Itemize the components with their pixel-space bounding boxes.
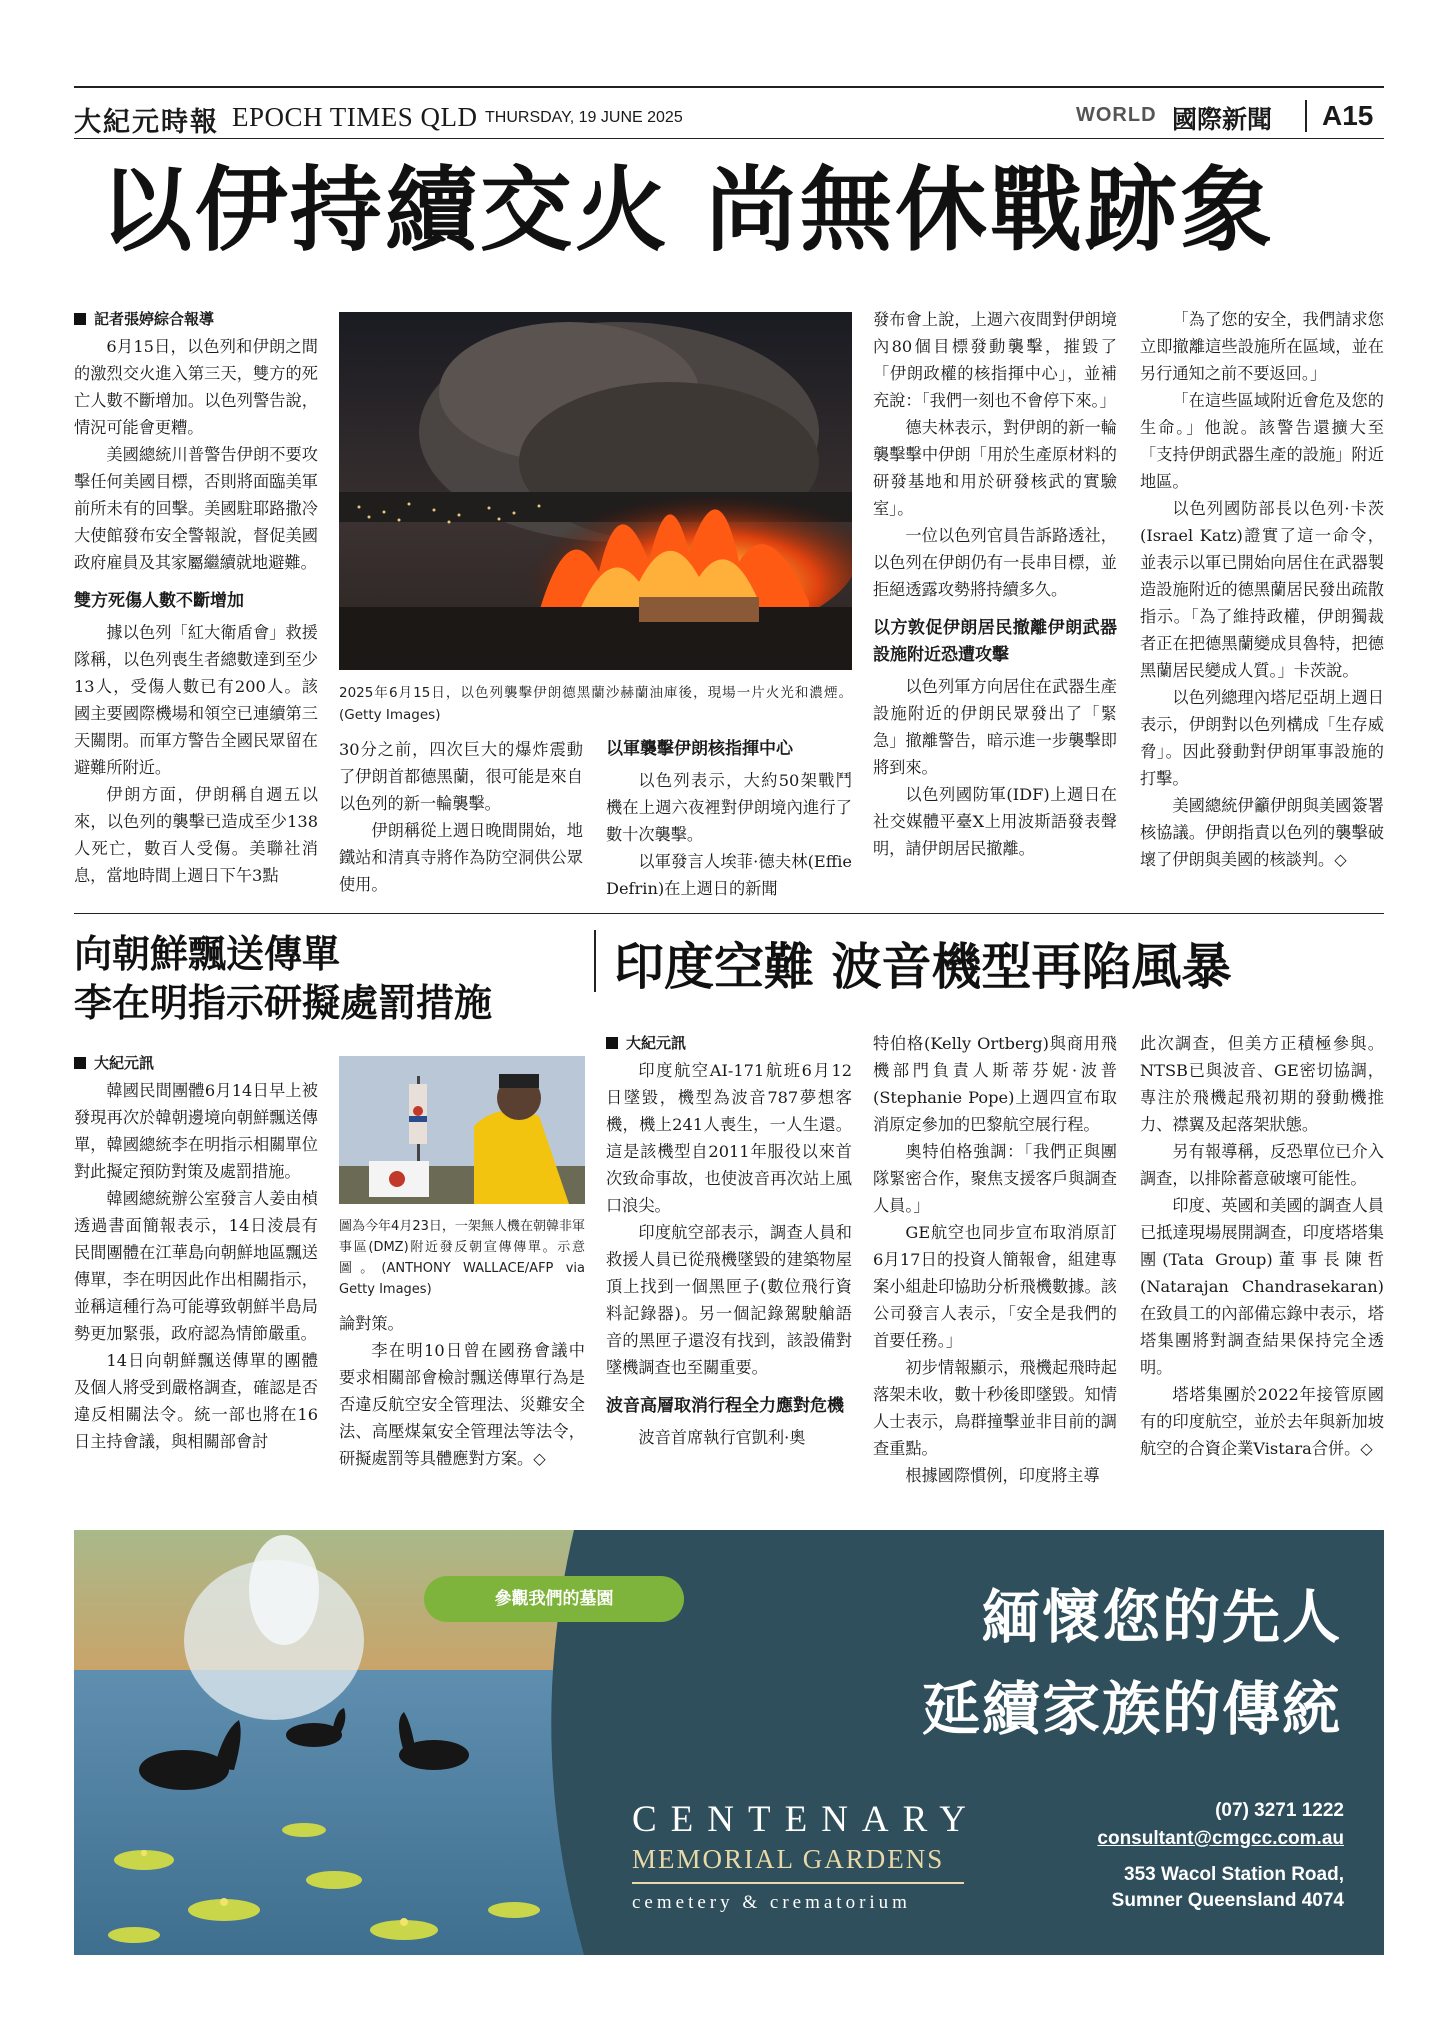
article1-paragraph: 「在這些區域附近會危及您的生命。」他說。該警告還擴大至「支持伊朗武器生產的設施」附近地區。 — [1140, 391, 1384, 491]
leaflets-photo-illustration — [339, 1056, 585, 1204]
ad-address-line2: Sumner Queensland 4074 — [1111, 1890, 1344, 1911]
article3-column-2 — [873, 1030, 1117, 1500]
article1-subhead: 雙方死傷人數不斷增加 — [74, 591, 244, 611]
advertisement-centenary — [74, 1530, 1384, 1955]
byline-square-icon — [74, 1057, 86, 1069]
masthead-date: THURSDAY, 19 JUNE 2025 — [485, 109, 683, 126]
article3-column-1 — [606, 1030, 852, 1500]
ad-brand-rule — [632, 1882, 964, 1884]
article1-column-1 — [74, 306, 318, 896]
article1-paragraph: 以色列國防部長以色列·卡茨(Israel Katz)證實了這一命令，並表示以軍已開始向居住在武器製造設施附近的德黑蘭居民發出疏散指示。「為了維持政權，伊朗獨裁者正在把德黑蘭變成貝魯特，把德黑蘭居民變成人質。」卡茨說。 — [1140, 499, 1384, 680]
article1-paragraph: 發布會上說，上週六夜間對伊朗境內80個目標發動襲擊，摧毀了「伊朗政權的核指揮中心」，並補充說：「我們一刻也不會停下來。」 — [873, 310, 1117, 410]
article2-photo-leaflets — [339, 1056, 585, 1204]
article1-paragraph: 30分之前，四次巨大的爆炸震動了伊朗首都德黑蘭，很可能是來自以色列的新一輪襲擊。 — [339, 740, 583, 813]
masthead-top-rule — [74, 86, 1384, 88]
article2-column-2 — [339, 1310, 585, 1500]
ad-brand-tagline: cemetery & crematorium — [632, 1892, 911, 1913]
article2-headline: 向朝鮮飄送傳單 李在明指示研擬處罰措施 — [74, 932, 493, 1026]
section-label-en: WORLD — [1076, 104, 1157, 126]
article3-paragraph: 印度航空AI-171航班6月12日墜毀，機型為波音787夢想客機，機上241人喪生，一人生還。這是該機型自2011年服役以來首次致命事故，也使波音再次站上風口浪尖。 — [606, 1061, 852, 1215]
article2-paragraph: 李在明10日曾在國務會議中要求相關部會檢討飄送傳單行為是否違反航空安全管理法、災難安全法、高壓煤氣安全管理法等法令，研擬處罰等具體應對方案。◇ — [339, 1341, 585, 1468]
visit-cemetery-button[interactable]: 參觀我們的墓園 — [424, 1576, 684, 1622]
article1-paragraph: 據以色列「紅大衛盾會」救援隊稱，以色列喪生者總數達到至少13人，受傷人數已有200人。該國主要國際機場和領空已連續第三天關閉。而軍方警告全國民眾留在避難所附近。 — [74, 623, 318, 777]
article1-headline: 以伊持續交火 尚無休戰跡象 — [100, 157, 1276, 264]
article1-paragraph: 美國總統伊籲伊朗與美國簽署核協議。伊朗指責以色列的襲擊破壞了伊朗與美國的核談判。◇ — [1140, 796, 1384, 869]
masthead-divider — [1305, 100, 1307, 132]
ad-address-line1: 353 Wacol Station Road, — [1124, 1864, 1344, 1885]
page-number: A15 — [1322, 100, 1374, 131]
article1-paragraph: 以色列總理內塔尼亞胡上週日表示，伊朗對以色列構成「生存威脅」。因此發動對伊朗軍事設施的打擊。 — [1140, 688, 1384, 788]
article1-paragraph: 「為了您的安全，我們請求您立即撤離這些設施所在區域，並在另行通知之前不要返回。」 — [1140, 310, 1384, 383]
article2-paragraph: 韓國總統辦公室發言人姜由楨透過書面簡報表示，14日淩晨有民間團體在江華島向朝鮮地區飄送傳單，李在明因此作出相關指示，並稱這種行為可能導致朝鮮半島局勢更加緊張，政府認為情節嚴重。 — [74, 1189, 318, 1343]
byline-square-icon — [606, 1037, 618, 1049]
ad-phone[interactable]: (07) 3271 1222 — [1215, 1800, 1344, 1821]
article3-paragraph: 印度、英國和美國的調查人員已抵達現場展開調查，印度塔塔集團(Tata Group)董事長陳哲(Natarajan Chandrasekaran)在致員工的內部備忘錄中表示，塔塔集團將對調查結果保持完全透明。 — [1140, 1196, 1384, 1377]
article2-paragraph: 韓國民間團體6月14日早上被發現再次於韓朝邊境向朝鮮飄送傳單，韓國總統李在明指示相關單位對此擬定預防對策及處罰措施。 — [74, 1081, 318, 1181]
article1-subhead: 以軍襲擊伊朗核指揮中心 — [606, 739, 793, 759]
article3-paragraph: 印度航空部表示，調查人員和救援人員已從飛機墜毀的建築物屋頂上找到一個黑匣子(數位飛行資料記錄器)。另一個記錄駕駛艙語音的黑匣子還沒有找到，該設備對墜機調查也至關重要。 — [606, 1223, 852, 1377]
article3-column-3 — [1140, 1030, 1384, 1500]
article3-paragraph: 另有報導稱，反恐單位已介入調查，以排除蓄意破壞可能性。 — [1140, 1142, 1384, 1188]
article3-paragraph: 此次調查，但美方正積極參與。NTSB已與波音、GE密切協調，專注於飛機起飛初期的發動機推力、襟翼及起落架狀態。 — [1140, 1034, 1384, 1134]
article3-byline: 大紀元訊 — [606, 1030, 852, 1057]
article3-paragraph: GE航空也同步宣布取消原訂6月17日的投資人簡報會，組建專案小組赴印協助分析飛機數據。該公司發言人表示，「安全是我們的首要任務。」 — [873, 1223, 1117, 1350]
article1-column-4 — [873, 306, 1117, 896]
article3-subhead: 波音高層取消行程全力應對危機 — [606, 1396, 844, 1416]
ad-tagline-2: 延續家族的傳統 — [921, 1675, 1342, 1743]
article3-paragraph: 塔塔集團於2022年接管原國有的印度航空，並於去年與新加坡航空的合資企業Vistara合併。◇ — [1140, 1385, 1384, 1458]
article3-paragraph: 特伯格(Kelly Ortberg)與商用飛機部門負責人斯蒂芬妮·波普(Stephanie Pope)上週四宣布取消原定參加的巴黎航空展行程。 — [873, 1034, 1117, 1134]
article1-paragraph: 以色列表示，大約50架戰鬥機在上週六夜裡對伊朗境內進行了數十次襲擊。 — [606, 771, 852, 844]
article3-paragraph: 根據國際慣例，印度將主導 — [905, 1466, 1100, 1485]
masthead-logo: 大紀元時報 — [74, 107, 219, 138]
article1-paragraph: 伊朗方面，伊朗稱自週五以來，以色列的襲擊已造成至少138人死亡，數百人受傷。美聯社消息，當地時間上週日下午3點 — [74, 785, 318, 885]
article1-paragraph: 以軍發言人埃菲·德夫林(Effie Defrin)在上週日的新聞 — [606, 852, 852, 896]
article1-paragraph: 伊朗稱從上週日晚間開始，地鐵站和清真寺將作為防空洞供公眾使用。 — [339, 821, 583, 894]
article1-column-3 — [606, 736, 852, 896]
ad-tagline-1: 緬懷您的先人 — [981, 1583, 1342, 1651]
article1-paragraph: 一位以色列官員告訴路透社，以色列在伊朗仍有一長串目標，並拒絕透露攻勢將持續多久。 — [873, 526, 1117, 599]
byline-square-icon — [74, 313, 86, 325]
article1-paragraph: 美國總統川普警告伊朗不要攻擊任何美國目標，否則將面臨美軍前所未有的回擊。美國駐耶路撒冷大使館發布安全警報說，督促美國政府雇員及其家屬繼續就地避難。 — [74, 445, 318, 572]
article1-paragraph: 以色列軍方向居住在武器生產設施附近的伊朗民眾發出了「緊急」撤離警告，暗示進一步襲擊即將到來。 — [873, 677, 1117, 777]
article3-paragraph: 波音首席執行官凱利·奧 — [638, 1428, 806, 1447]
article2-photo-caption: 圖為今年4月23日，一架無人機在朝韓非軍事區(DMZ)附近發反朝宣傳傳單。示意圖。(ANTHONY WALLACE/AFP via Getty Images) — [339, 1219, 585, 1297]
article3-headline: 印度空難 波音機型再陷風暴 — [614, 938, 1232, 996]
article-separator — [74, 913, 1384, 914]
article1-paragraph: 6月15日，以色列和伊朗之間的激烈交火進入第三天，雙方的死亡人數不斷增加。以色列警告說，情況可能會更糟。 — [74, 337, 318, 437]
article1-photo-caption: 2025年6月15日，以色列襲擊伊朗德黑蘭沙赫蘭油庫後，現場一片火光和濃煙。(Getty Images) — [339, 685, 852, 723]
ad-email-link[interactable]: consultant@cmgcc.com.au — [1097, 1828, 1344, 1849]
masthead-bottom-rule — [74, 138, 1384, 139]
article2-byline: 大紀元訊 — [74, 1050, 318, 1077]
article3-paragraph: 初步情報顯示，飛機起飛時起落架未收，數十秒後即墜毀。知情人士表示，鳥群撞擊並非目前的調查重點。 — [873, 1358, 1117, 1458]
masthead-name: EPOCH TIMES QLD — [232, 102, 478, 132]
article1-subhead: 以方敦促伊朗居民撤離伊朗武器設施附近恐遭攻擊 — [873, 618, 1117, 665]
article1-column-5 — [1140, 306, 1384, 896]
article1-byline: 記者張婷綜合報導 — [74, 306, 318, 333]
article3-paragraph: 奧特伯格強調：「我們正與團隊緊密合作，聚焦支援客戶與調查人員。」 — [873, 1142, 1117, 1215]
article2-column-1 — [74, 1050, 318, 1500]
article1-paragraph: 以色列國防軍(IDF)上週日在社交媒體平臺X上用波斯語發表聲明，請伊朗居民撤離。 — [873, 785, 1117, 858]
article2-paragraph: 14日向朝鮮飄送傳單的團體及個人將受到嚴格調查，確認是否違反相關法令。統一部也將在16日主持會議，與相關部會討 — [74, 1351, 318, 1451]
article3-headline-bar — [594, 930, 596, 992]
article2-paragraph: 論對策。 — [339, 1314, 404, 1333]
fire-photo-illustration — [339, 312, 852, 670]
ad-brand-subtitle: MEMORIAL GARDENS — [632, 1844, 945, 1874]
article1-column-2 — [339, 736, 583, 896]
article1-paragraph: 德夫林表示，對伊朗的新一輪襲擊擊中伊朗「用於生產原材料的研發基地和用於研發核武的實驗室」。 — [873, 418, 1117, 518]
article1-photo-fire — [339, 312, 852, 670]
section-label-zh: 國際新聞 — [1172, 105, 1273, 134]
ad-brand-name: CENTENARY — [632, 1799, 980, 1840]
